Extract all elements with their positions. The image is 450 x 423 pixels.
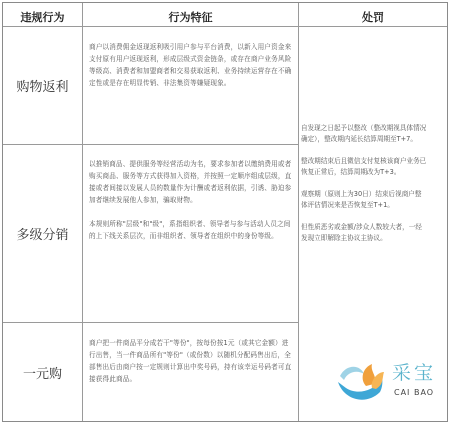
penalty-text: 观察期（原则上为30日）结束后视商户整体评估情况来是否恢复至T+1。 [301, 190, 422, 209]
logo-chinese-text: 采宝 [392, 362, 437, 384]
category-shopping-rebate: 购物返利 [16, 80, 69, 95]
col1-divider [82, 3, 83, 421]
feature-text: 商户把一件商品平分成若干"等份"，按每份按1元（或其它金额）进行出售，当一件商品所有"等份"（或份数）以随机分配码售出后，全部售出后由商户按一定规则计算出中奖号码，持有该幸运号码者可直接获得此商品。 [89, 339, 292, 383]
feature-text: 商户以消费佣金返现返利吸引用户参与平台消费，以新入用户资金来支付原有用户返现返利，形成层级式资金链条，或存在商户业务风险等级高、消费者和加盟商者和交易获取返利、业务持续运营存在不确定性或是存在明显传销、非法集资等嫌疑现象。 [89, 43, 292, 87]
header-penalty: 处罚 [362, 11, 384, 24]
logo-english-text: CAI BAO [394, 388, 435, 397]
caibao-logo-mark-icon [336, 356, 388, 408]
penalty-text: 自发现之日起予以整改（整改期视具体情况确定），整改期内延长结算周期至T+7。 [301, 124, 427, 143]
header-behavior: 违规行为 [20, 11, 65, 24]
caibao-logo [330, 348, 445, 418]
features-shopping-rebate [89, 41, 293, 141]
features-one-yuan [89, 337, 293, 419]
category-multilevel: 多级分销 [16, 228, 69, 243]
header-features: 行为特征 [168, 11, 213, 24]
penalty-text: 整改期结束后且微信支付复核该商户业务已恢复正常后，结算周期改为T+3。 [301, 157, 427, 176]
features-multilevel [89, 158, 293, 320]
penalty-column [301, 123, 427, 333]
feature-text: 本规则所称"层级"和"级"，系指组织者、领导者与参与活动人员之间的上下线关系层次，而非组织者、领导者在组织中的身份等级。 [89, 220, 291, 240]
feature-text: 以推销商品、提供服务等经营活动为名，要求参加者以缴纳费用或者购买商品、服务等方式获得加入资格，并按照一定顺序组成层级，直接或者间接以发展人员的数量作为计酬或者返利依据，引诱、胁迫参加者继续发展他人参加，骗取财物。 [89, 160, 292, 204]
category-one-yuan: 一元购 [22, 366, 62, 382]
penalty-text: 但性质恶劣或金额/涉众人数较大者，一经发现立即解除主协议主协议。 [301, 223, 422, 242]
col2-divider [298, 3, 299, 421]
